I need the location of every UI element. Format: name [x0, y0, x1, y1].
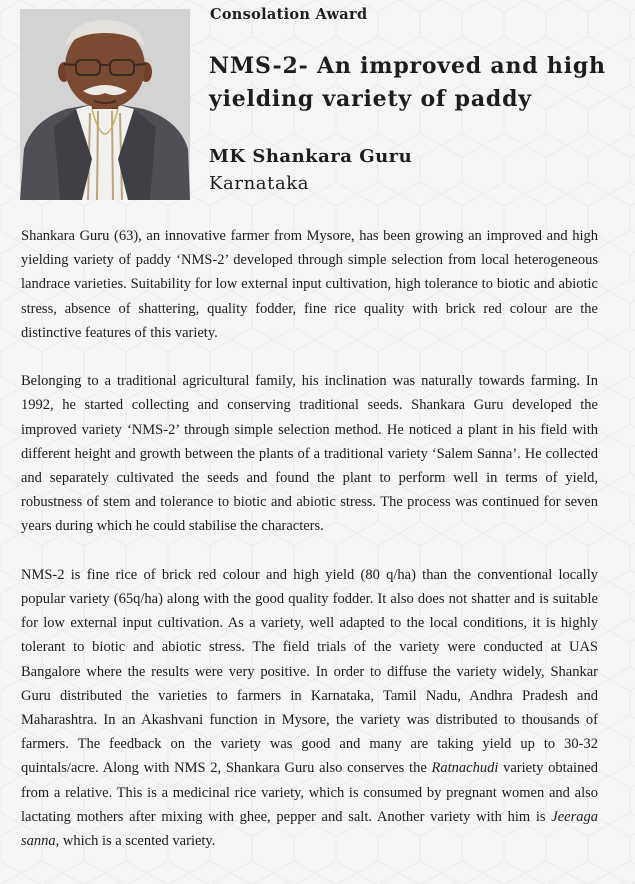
ratnachudi-variety-name: Ratnachudi [431, 760, 499, 777]
author-location: Karnataka [209, 173, 310, 194]
author-photo [20, 9, 190, 200]
page-title: NMS-2- An improved and high yielding variety of paddy [209, 53, 606, 112]
paragraph-3-part-2: variety obtained from a relative. This is a medicinal rice variety, which is consumed by pregnant women and also lactating mothers after mixing with ghee, pepper and salt. Another variety with him is [21, 760, 598, 825]
paragraph-3-part-1: NMS-2 is fine rice of brick red colour and high yield (80 q/ha) than the conventional locally popular variety (65q/ha) along with the good quality fodder. It also does not shatter and is suitable for low external input cultivation. As a variety, well adapted to the local conditions, it is highly tolerant to biotic and abiotic stress. The field trials of the variety were conducted at UAS Bangalore where the results were very positive. In order to diffuse the variety widely, Shankar Guru distributed the varieties to farmers in Karnataka, Tamil Nadu, Andhra Pradesh and Maharashtra. In an Akashvani function in Mysore, the variety was distributed to thousands of farmers. The feedback on the variety was good and many are taking yield up to 30-32 quintals/acre. Along with NMS 2, Shankara Guru also conserves the [21, 566, 598, 777]
paragraph-3-part-3: which is a scented variety. [59, 833, 216, 850]
jeeraga-sanna-variety-name: Jeeraga sanna, [21, 808, 598, 850]
paragraph-1: Shankara Guru (63), an innovative farmer from Mysore, has been growing an improved and high yielding variety of paddy ‘NMS-2’ developed through simple selection from local heterogeneous landrace varieties. Suitability for low external input cultivation, high tolerance to biotic and abiotic stress, absence of shattering, quality fodder, fine rice quality with brick red colour are the distinctive features of this variety. [21, 228, 598, 341]
person-portrait-icon [20, 9, 190, 200]
author-name: MK Shankara Guru [209, 146, 413, 167]
paragraph-2: Belonging to a traditional agricultural family, his inclination was naturally towards farming. In 1992, he started collecting and conserving traditional seeds. Shankara Guru developed the improved variety ‘NMS-2’ through simple selection method. He noticed a plant in his field with different height and growth between the plants of a traditional variety ‘Salem Sanna’. He collected and separately cultivated the seeds and found the plant to perform well in terms of yield, robustness of stem and tolerance to biotic and abiotic stress. The process was continued for seven years during which he could stabilise the characters. [21, 373, 598, 535]
award-label: Consolation Award [210, 6, 368, 23]
article-body [21, 224, 598, 853]
paragraph-3 [21, 563, 598, 853]
